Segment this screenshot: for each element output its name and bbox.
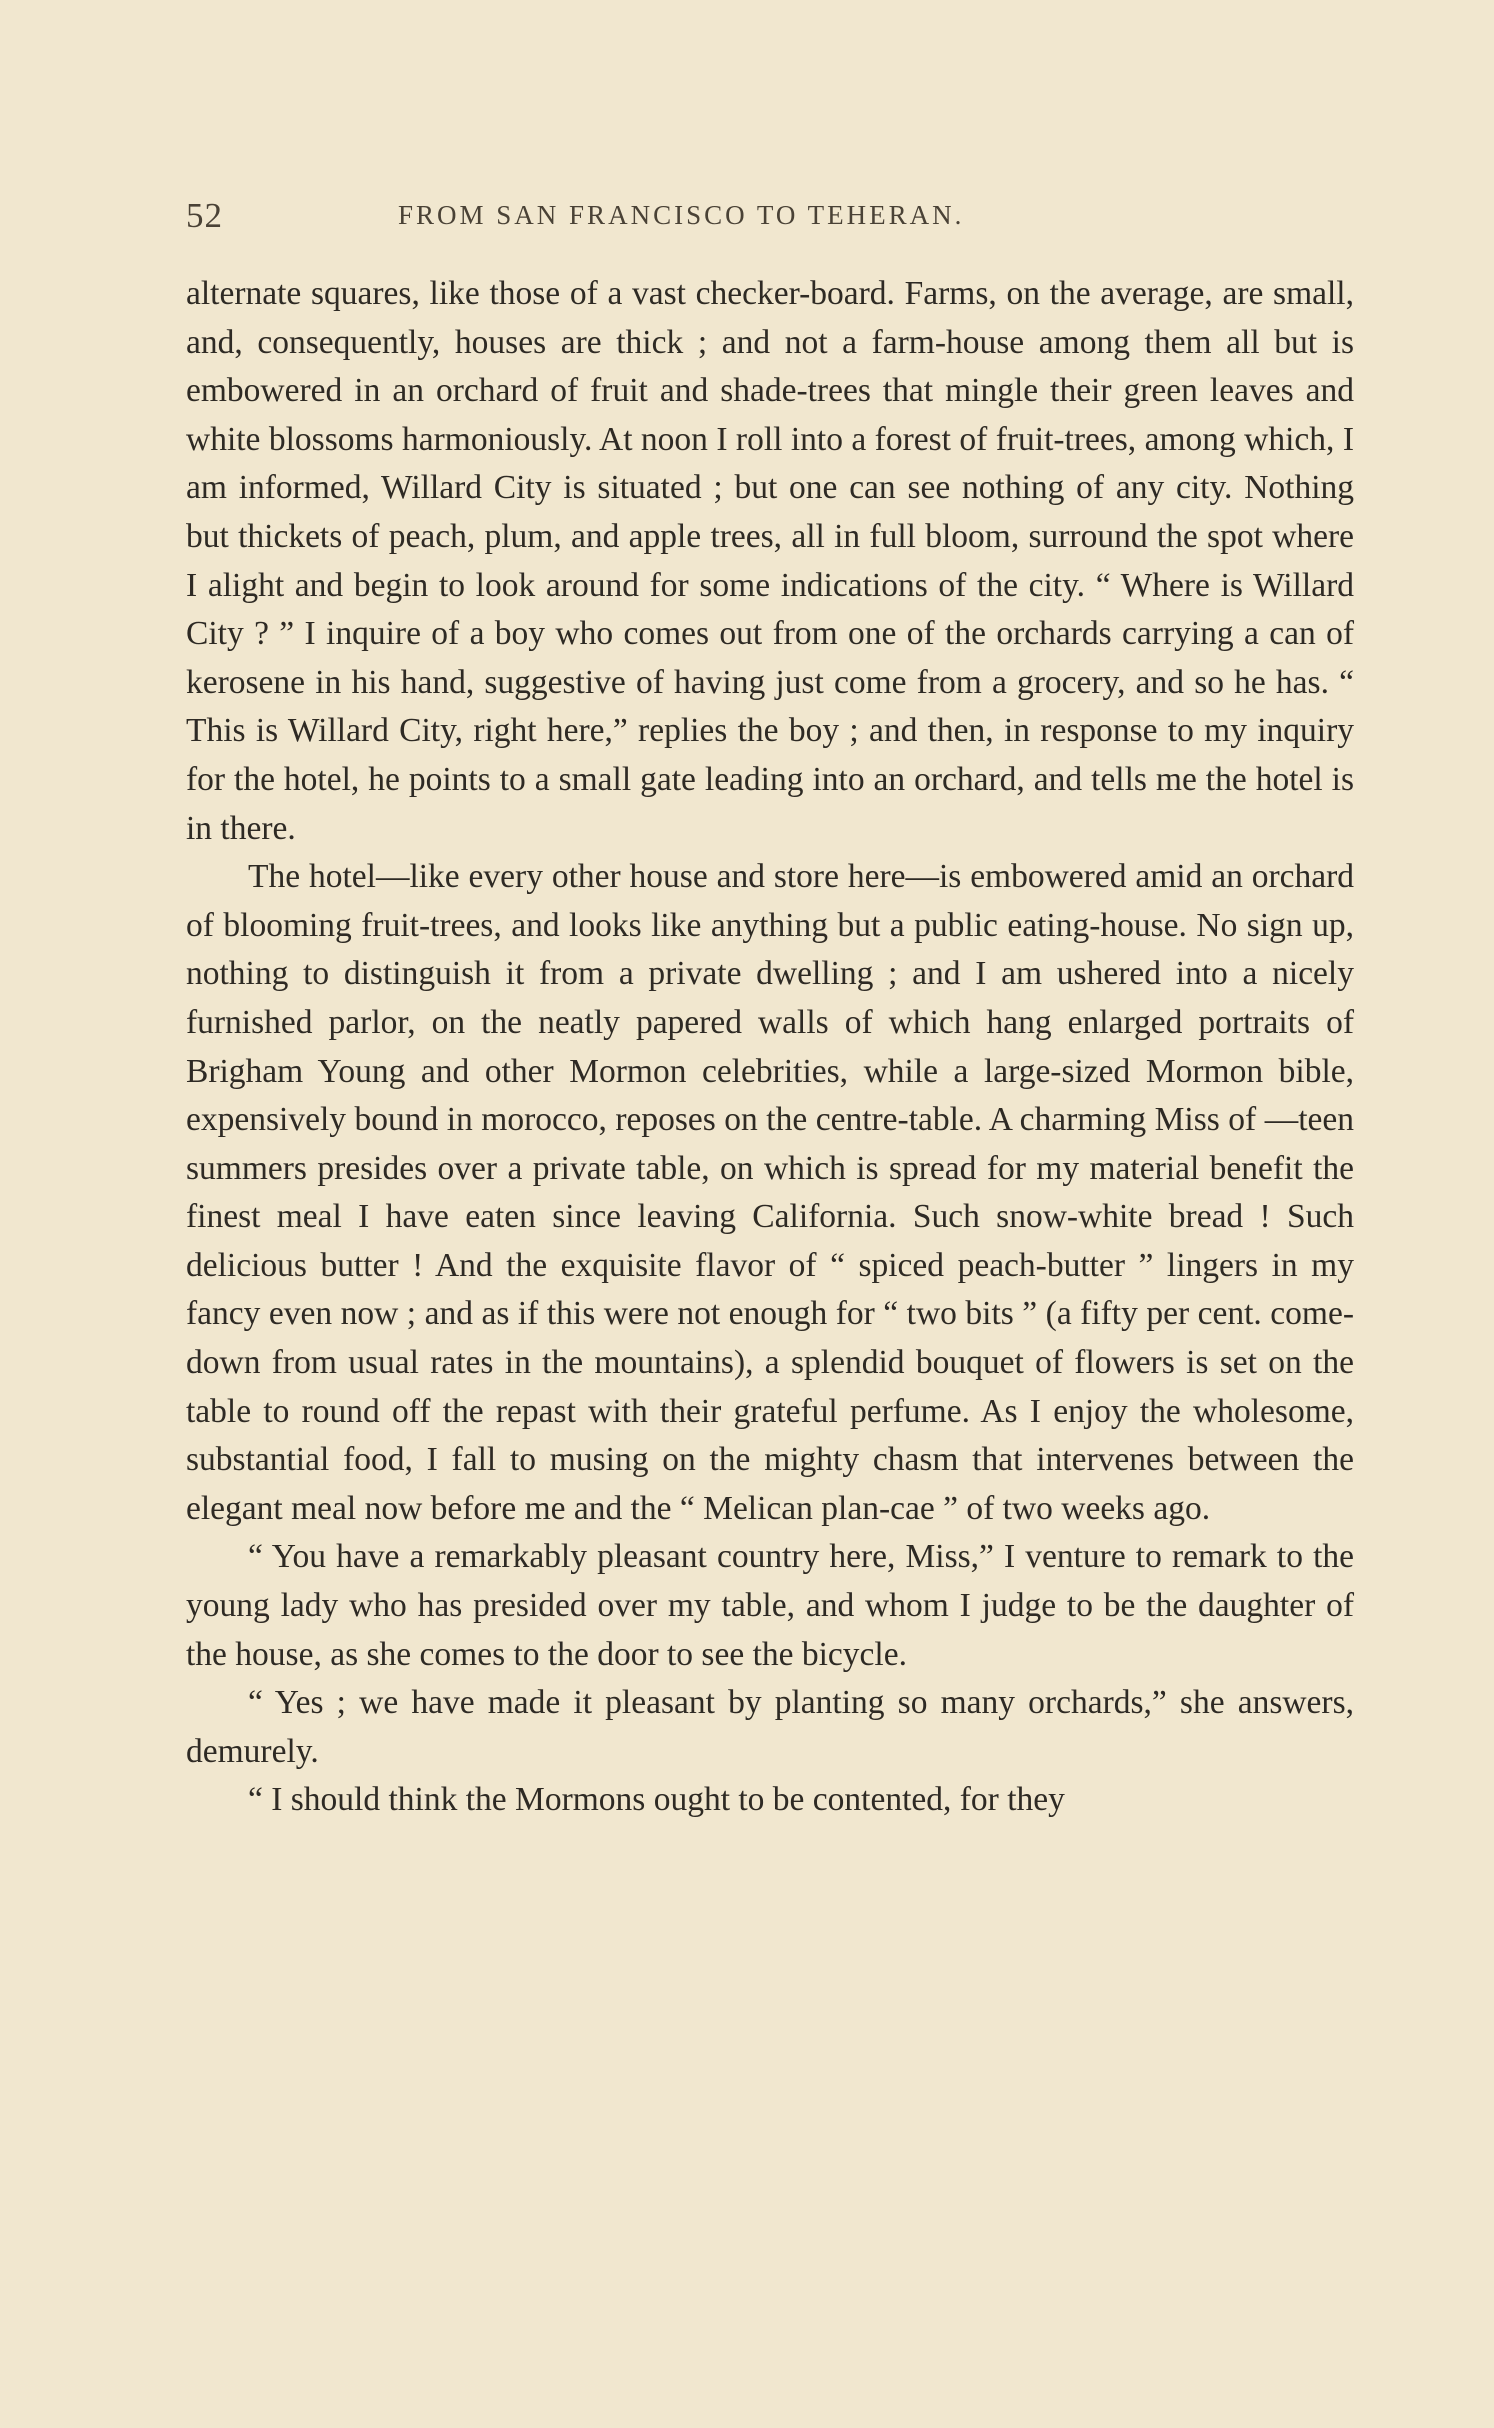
paragraph-hotel: The hotel—like every other house and store here—is embowered amid an orchard of blooming fruit-trees, and looks like anything but a public eating-house. No sign up, nothing to distinguish it from a private dwelling ; and I am ushered into a nicely furnished parlor, on the neatly papered walls of which hang enlarged portraits of Brigham Young and other Mormon celebrities, while a large-sized Mormon bible, expensively bound in morocco, reposes on the centre-table. A charming Miss of —teen summers presides over a private table, on which is spread for my material benefit the finest meal I have eaten since leaving California. Such snow-white bread ! Such delicious butter ! And the exquisite flavor of “ spiced peach-butter ” lingers in my fancy even now ; and as if this were not enough for “ two bits ” (a fifty per cent. come-down from usual rates in the mountains), a splendid bouquet of flowers is set on the table to round off the repast with their grateful perfume. As I enjoy the wholesome, substantial food, I fall to musing on the mighty chasm that intervenes between the elegant meal now before me and the “ Melican plan-cae ” of two weeks ago. xyxy=(186,858,1354,1527)
page-header xyxy=(186,196,1352,246)
paragraph-dialogue-1: “ You have a remarkably pleasant country here, Miss,” I venture to remark to the young lady who has presided over my table, and whom I judge to be the daughter of the house, as she comes to the door to see the bicycle. xyxy=(186,1538,1354,1673)
paragraph-dialogue-2: “ Yes ; we have made it pleasant by planting so many orchards,” she answers, demurely. xyxy=(186,1684,1354,1770)
body-text xyxy=(186,270,1354,1825)
paragraph-dialogue-3: “ I should think the Mormons ought to be contented, for they xyxy=(248,1781,1065,1819)
page-number: 52 xyxy=(186,196,223,235)
running-head: FROM SAN FRANCISCO TO TEHERAN. xyxy=(398,200,965,230)
paragraph-continuation: alternate squares, like those of a vast checker-board. Farms, on the average, are small, and, consequently, houses are thick ; and not a farm-house among them all but is embowered in an orchard of fruit and shade-trees that mingle their green leaves and white blossoms harmoniously. At noon I roll into a forest of fruit-trees, among which, I am informed, Willard City is situated ; but one can see nothing of any city. Nothing but thickets of peach, plum, and apple trees, all in full bloom, surround the spot where I alight and begin to look around for some indications of the city. “ Where is Willard City ? ” I inquire of a boy who comes out from one of the orchards carrying a can of kerosene in his hand, suggestive of having just come from a grocery, and so he has. “ This is Willard City, right here,” replies the boy ; and then, in response to my inquiry for the hotel, he points to a small gate leading into an orchard, and tells me the hotel is in there. xyxy=(186,275,1354,847)
